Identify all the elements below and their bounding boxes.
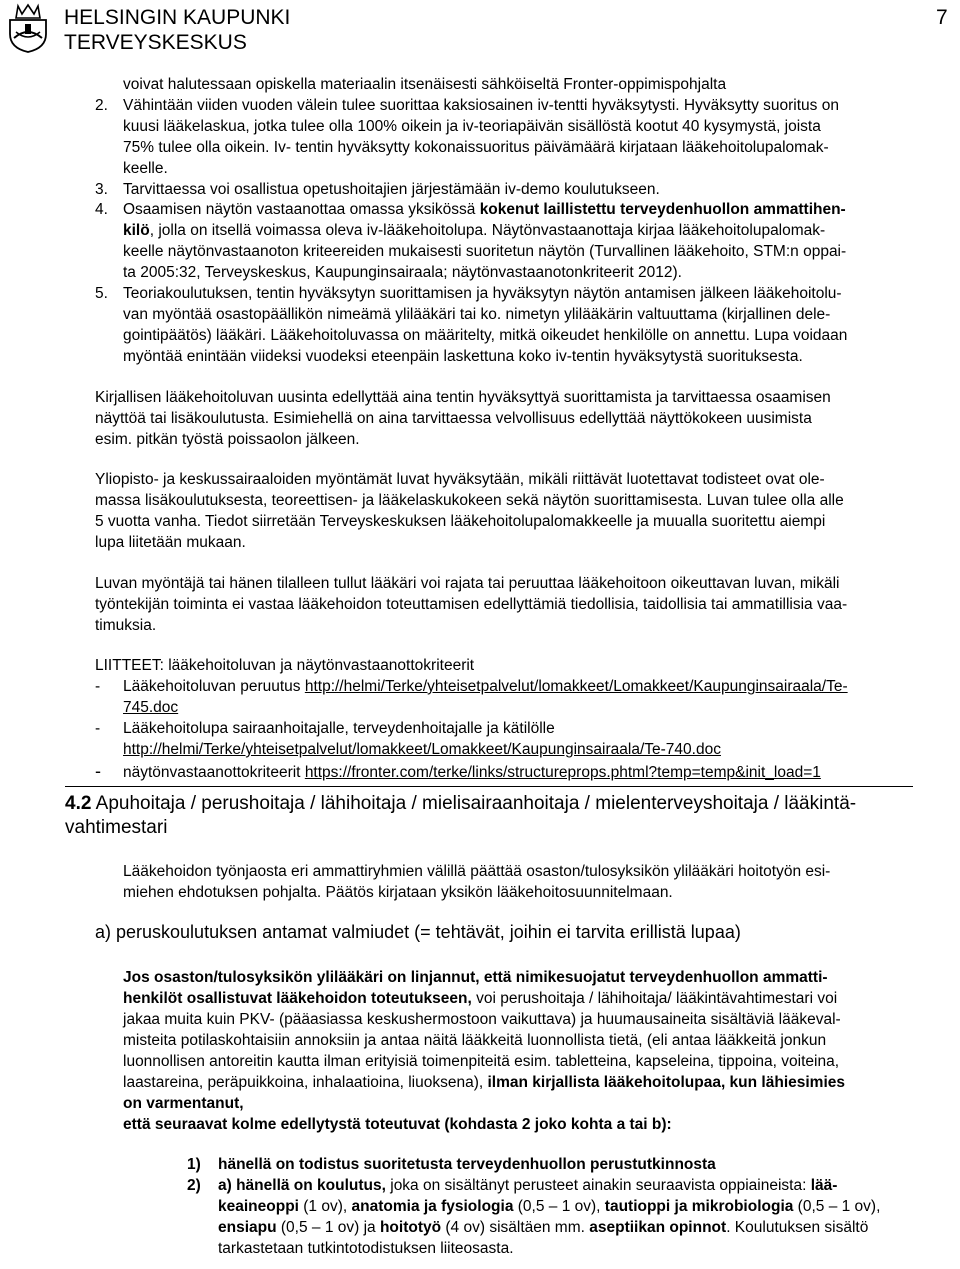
- paragraph-revocation-line: Luvan myöntäjä tai hänen tilalleen tullut lääkäri voi rajata tai peruuttaa lääkehoitoon oikeuttavan luvan, mikäli: [95, 575, 840, 592]
- section-intro-line: miehen ehdotuksen pohjalta. Päätös kirjataan yksikön lääkehoitosuunnitelmaan.: [123, 884, 673, 901]
- list-item-4-line: kilö, jolla on itsellä voimassa oleva iv-lääkehoitolupa. Näytönvastaanottaja kirjaa lääkehoitolupalomak-: [123, 222, 826, 239]
- section-heading: 4.2 Apuhoitaja / perushoitaja / lähihoitaja / mielisairaanhoitaja / mielenterveyshoitaja / lääkintä-: [65, 793, 857, 814]
- attachment-1-link-cont[interactable]: 745.doc: [123, 699, 179, 716]
- paragraph-revocation-line: työntekijän toiminta ei vastaa lääkehoidon toteuttamisen edellyttämiä tiedollisia, taidollisia tai ammatillisia vaa-: [95, 596, 848, 613]
- list-item-2-line: 75% tulee olla oikein. Iv- tentin hyväksytty kokonaissuoritus päivämäärä kirjataan lääkehoitolupalomak-: [123, 139, 829, 156]
- section-body-line: jakaa muita kuin PKV- (pääasiassa keskushermostoon vaikuttava) ja huumausaineita sisältäviä lääkeval-: [123, 1011, 841, 1028]
- section-body-line: henkilöt osallistuvat lääkehoidon toteutukseen, voi perushoitaja / lähihoitaja/ lääkintävahtimestari voi: [123, 990, 838, 1007]
- city-crest-logo: [6, 2, 50, 54]
- attachment-1: Lääkehoitoluvan peruutus http://helmi/Terke/yhteisetpalvelut/lomakkeet/Lomakkeet/Kaupunginsairaala/Te-: [123, 678, 848, 695]
- subsection-a-heading: a) peruskoulutuksen antamat valmiudet (= tehtävät, joihin ei tarvita erillistä lupaa): [95, 922, 741, 942]
- condition-2-line: tarkastetaan tutkintotodistuksen liiteosasta.: [218, 1240, 514, 1257]
- list-item-2-line: keelle.: [123, 160, 168, 177]
- attachment-3-link[interactable]: https://fronter.com/terke/links/structureprops.phtml?temp=temp&init_load=1: [304, 764, 821, 781]
- section-divider: [65, 786, 913, 787]
- list-item-4-line: Osaamisen näytön vastaanottaa omassa yksikössä kokenut laillistettu terveydenhuollon ammattihen-: [123, 201, 846, 218]
- section-body-line: laastareina, peräpuikkoina, inhalaatioina, liuoksena), ilman kirjallista lääkehoitolupaa, kun lähiesimies: [123, 1074, 845, 1091]
- section-body-line: että seuraavat kolme edellytystä toteutuvat (kohdasta 2 joko kohta a tai b):: [123, 1116, 672, 1133]
- paragraph-renewal-line: esim. pitkän työstä poissaolon jälkeen.: [95, 431, 360, 448]
- attachments-title: LIITTEET: lääkehoitoluvan ja näytönvastaanottokriteerit: [95, 657, 475, 674]
- list-item-2-number: 2.: [95, 97, 108, 114]
- condition-2-line: a) hänellä on koulutus, joka on sisältänyt perusteet ainakin seuraavista oppiaineista: lää-: [218, 1177, 838, 1194]
- list-item-5-line: Teoriakoulutuksen, tentin hyväksytyn suorittamisen ja hyväksytyn näytön antamisen jälkeen lääkehoitolu-: [123, 285, 842, 302]
- condition-1-text: hänellä on todistus suoritetusta terveydenhuollon perustutkinnosta: [218, 1156, 716, 1173]
- paragraph-renewal-line: Kirjallisen lääkehoitoluvan uusinta edellyttää aina tentin hyväksyttyä suorittamista ja tarvittaessa osaamisen: [95, 389, 831, 406]
- attachment-dash: -: [95, 720, 101, 737]
- list-item-2-line: Vähintään viiden vuoden välein tulee suorittaa kaksiosainen iv-tentti hyväksytysti. Hyväksytty suoritus on: [123, 97, 839, 114]
- list-item-1-continuation: voivat halutessaan opiskella materiaalin itsenäisesti sähköiseltä Fronter-oppimispohjalta: [123, 76, 727, 93]
- attachment-2-link[interactable]: http://helmi/Terke/yhteisetpalvelut/lomakkeet/Lomakkeet/Kaupunginsairaala/Te-740.doc: [123, 741, 721, 758]
- condition-2-line: keaineoppi (1 ov), anatomia ja fysiologia (0,5 – 1 ov), tautioppi ja mikrobiologia (0,5 – 1 ov),: [218, 1198, 881, 1215]
- list-item-4-line: keelle näytönvastaanoton kriteereiden mukaisesti suoritetun näytön (Turvallinen lääkehoito, STM:n oppai-: [123, 243, 847, 260]
- attachment-3: näytönvastaanottokriteerit https://fronter.com/terke/links/structureprops.phtml?temp=temp&init_load=1: [123, 764, 821, 781]
- attachment-dash: -: [95, 761, 101, 781]
- paragraph-renewal-line: näyttöä tai lisäkoulutusta. Esimiehellä on aina tarvittaessa velvollisuus edellyttää näyttökokeen uusimista: [95, 410, 812, 427]
- section-body-line: luonnollisen antoreitin kautta ilman erityisiä toimenpiteitä esim. tabletteina, kapseleina, tippoina, voiteina,: [123, 1053, 839, 1070]
- list-item-5-line: myöntää enintään viideksi vuodeksi eteenpäin laskettuna koko iv-tentin hyväksytystä suorituksesta.: [123, 348, 803, 365]
- section-body-line: Jos osaston/tulosyksikön ylilääkäri on linjannut, että nimikesuojatut terveydenhuollon ammatti-: [123, 969, 828, 986]
- paragraph-revocation-line: timuksia.: [95, 617, 157, 634]
- paragraph-university-line: lupa liitetään mukaan.: [95, 534, 246, 551]
- org-department: TERVEYSKESKUS: [64, 31, 247, 54]
- list-item-2-line: kuusi lääkelaskua, jotka tulee olla 100% oikein ja iv-teoriapäivän sisällöstä kootut 40 kysymystä, joista: [123, 118, 821, 135]
- attachment-dash: -: [95, 678, 101, 695]
- paragraph-university-line: 5 vuotta vanha. Tiedot siirretään Terveyskeskuksen lääkehoitolupalomakkeelle ja muualla suoritettu aiempi: [95, 513, 826, 530]
- page-number: 7: [936, 6, 948, 29]
- attachment-2-text: Lääkehoitolupa sairaanhoitajalle, terveydenhoitajalle ja kätilölle: [123, 720, 555, 737]
- section-number: 4.2: [65, 793, 92, 814]
- list-item-4-number: 4.: [95, 201, 108, 218]
- section-intro-line: Lääkehoidon työnjaosta eri ammattiryhmien välillä päättää osaston/tulosyksikön ylilääkäri hoitotyön esi-: [123, 863, 831, 880]
- section-body-line: misteita potilaskohtaisiin annoksiin ja antaa näitä lääkkeitä luonnollista tietä, (eli antaa lääkkeitä jonkun: [123, 1032, 827, 1049]
- list-item-5-line: van myöntää osastopäällikön nimeämä ylilääkäri tai ko. nimetyn ylilääkärin valtuuttama (kirjallinen dele-: [123, 306, 831, 323]
- section-heading-cont: vahtimestari: [65, 817, 168, 838]
- attachment-1-link[interactable]: http://helmi/Terke/yhteisetpalvelut/lomakkeet/Lomakkeet/Kaupunginsairaala/Te-: [304, 678, 848, 695]
- condition-2-number: 2): [187, 1177, 201, 1194]
- paragraph-university-line: Yliopisto- ja keskussairaaloiden myöntämät luvat hyväksytään, mikäli riittävät luotettavat todisteet ovat ole-: [95, 471, 825, 488]
- list-item-5-number: 5.: [95, 285, 108, 302]
- list-item-4-line: ta 2005:32, Terveyskeskus, Kaupunginsairaala; näytönvastaanotonkriteerit 2012).: [123, 264, 682, 281]
- condition-2-line: ensiapu (0,5 – 1 ov) ja hoitotyö (4 ov) sisältäen mm. aseptiikan opinnot. Koulutuksen sisältö: [218, 1219, 869, 1236]
- condition-1-number: 1): [187, 1156, 201, 1173]
- list-item-5-line: gointipäätös) lääkäri. Lääkehoitoluvassa on määritelty, mitkä oikeudet henkilölle on annettu. Lupa voidaan: [123, 327, 848, 344]
- list-item-3-text: Tarvittaessa voi osallistua opetushoitajien järjestämään iv-demo koulutukseen.: [123, 181, 660, 198]
- list-item-3-number: 3.: [95, 181, 108, 198]
- section-body-line: on varmentanut,: [123, 1095, 244, 1112]
- paragraph-university-line: massa lisäkoulutuksesta, teoreettisen- ja lääkelaskukokeen sekä näytön suorittamisesta. Luvan tulee olla alle: [95, 492, 844, 509]
- org-name: HELSINGIN KAUPUNKI: [64, 6, 291, 29]
